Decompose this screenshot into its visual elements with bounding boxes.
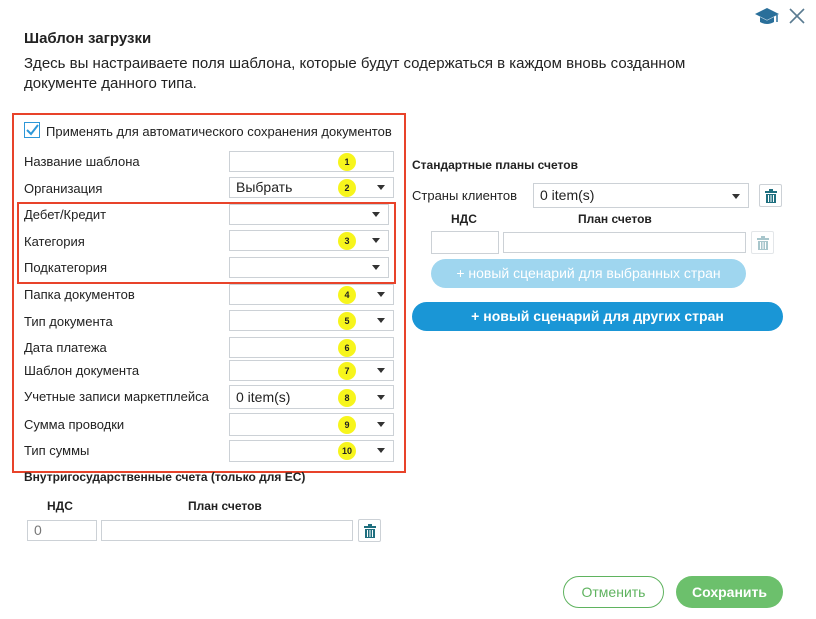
intra-vat-input[interactable] (27, 520, 97, 541)
new-scenario-selected-button[interactable]: + новый сценарий для выбранных стран (431, 259, 746, 288)
annotation-badge: 7 (338, 362, 356, 380)
save-button[interactable]: Сохранить (676, 576, 783, 608)
countries-label: Страны клиентов (412, 188, 517, 203)
category-select[interactable] (229, 230, 389, 251)
countries-select[interactable] (533, 183, 749, 208)
chevron-down-icon (377, 395, 385, 400)
chevron-down-icon (377, 185, 385, 190)
organization-value: Выбрать (236, 179, 293, 195)
cancel-button[interactable]: Отменить (563, 576, 664, 608)
doc-folder-select[interactable] (229, 284, 394, 305)
window-controls (754, 6, 806, 31)
auto-save-label: Применять для автоматического сохранения документов (46, 124, 392, 139)
annotation-badge: 3 (338, 232, 356, 250)
countries-delete-button[interactable] (759, 184, 782, 207)
chevron-down-icon (372, 238, 380, 243)
debit-credit-select[interactable] (229, 204, 389, 225)
category-label: Категория (24, 234, 85, 249)
graduation-cap-icon[interactable] (754, 6, 780, 31)
chevron-down-icon (377, 422, 385, 427)
doc-type-label: Тип документа (24, 314, 113, 329)
chevron-down-icon (377, 368, 385, 373)
amount-type-label: Тип суммы (24, 443, 90, 458)
chevron-down-icon (377, 448, 385, 453)
annotation-badge: 4 (338, 286, 356, 304)
subcategory-select[interactable] (229, 257, 389, 278)
organization-label: Организация (24, 181, 103, 196)
standard-title: Стандартные планы счетов (412, 158, 578, 172)
doc-template-select[interactable] (229, 360, 394, 381)
annotation-badge: 5 (338, 312, 356, 330)
intra-vat-value: 0 (34, 522, 42, 538)
annotation-badge: 6 (338, 339, 356, 357)
close-icon[interactable] (788, 7, 806, 30)
annotation-badge: 2 (338, 179, 356, 197)
chevron-down-icon (732, 194, 740, 199)
payment-date-label: Дата платежа (24, 340, 107, 355)
standard-plan-input[interactable] (503, 232, 746, 253)
annotation-badge: 10 (338, 442, 356, 460)
standard-col-plan: План счетов (578, 212, 652, 226)
standard-delete-button[interactable] (751, 231, 774, 254)
annotation-badge: 1 (338, 153, 356, 171)
checkmark-icon (24, 122, 40, 138)
debit-credit-label: Дебет/Кредит (24, 207, 107, 222)
intra-col-plan: План счетов (188, 499, 262, 513)
standard-col-vat: НДС (451, 212, 477, 226)
marketplace-accounts-label: Учетные записи маркетплейса (24, 389, 209, 404)
dialog-description: Здесь вы настраиваете поля шаблона, которые будут содержаться в каждом вновь созданном документе данного типа. (24, 55, 686, 92)
payment-date-input[interactable] (229, 337, 394, 358)
chevron-down-icon (372, 212, 380, 217)
marketplace-accounts-value: 0 item(s) (236, 389, 291, 405)
marketplace-accounts-select[interactable] (229, 385, 394, 409)
trash-icon (765, 189, 777, 203)
intra-col-vat: НДС (47, 499, 73, 513)
doc-folder-label: Папка документов (24, 287, 135, 302)
annotation-badge: 9 (338, 416, 356, 434)
organization-select[interactable] (229, 177, 394, 198)
auto-save-checkbox[interactable] (24, 122, 40, 138)
doc-type-select[interactable] (229, 310, 394, 331)
intra-delete-button[interactable] (358, 519, 381, 542)
template-name-label: Название шаблона (24, 154, 140, 169)
amount-type-select[interactable] (229, 440, 394, 462)
subcategory-label: Подкатегория (24, 260, 108, 275)
chevron-down-icon (377, 318, 385, 323)
annotation-badge: 8 (338, 389, 356, 407)
template-name-input[interactable] (229, 151, 394, 172)
new-scenario-other-button[interactable]: + новый сценарий для других стран (412, 302, 783, 331)
trash-icon (757, 236, 769, 250)
intra-title: Внутригосударственные счета (только для ЕС) (24, 470, 306, 484)
chevron-down-icon (372, 265, 380, 270)
trash-icon (364, 524, 376, 538)
chevron-down-icon (377, 292, 385, 297)
countries-value: 0 item(s) (540, 187, 595, 203)
posting-amount-label: Сумма проводки (24, 417, 125, 432)
dialog-title: Шаблон загрузки (24, 30, 152, 47)
intra-plan-input[interactable] (101, 520, 353, 541)
posting-amount-select[interactable] (229, 413, 394, 436)
doc-template-label: Шаблон документа (24, 363, 140, 378)
standard-vat-input[interactable] (431, 231, 499, 254)
